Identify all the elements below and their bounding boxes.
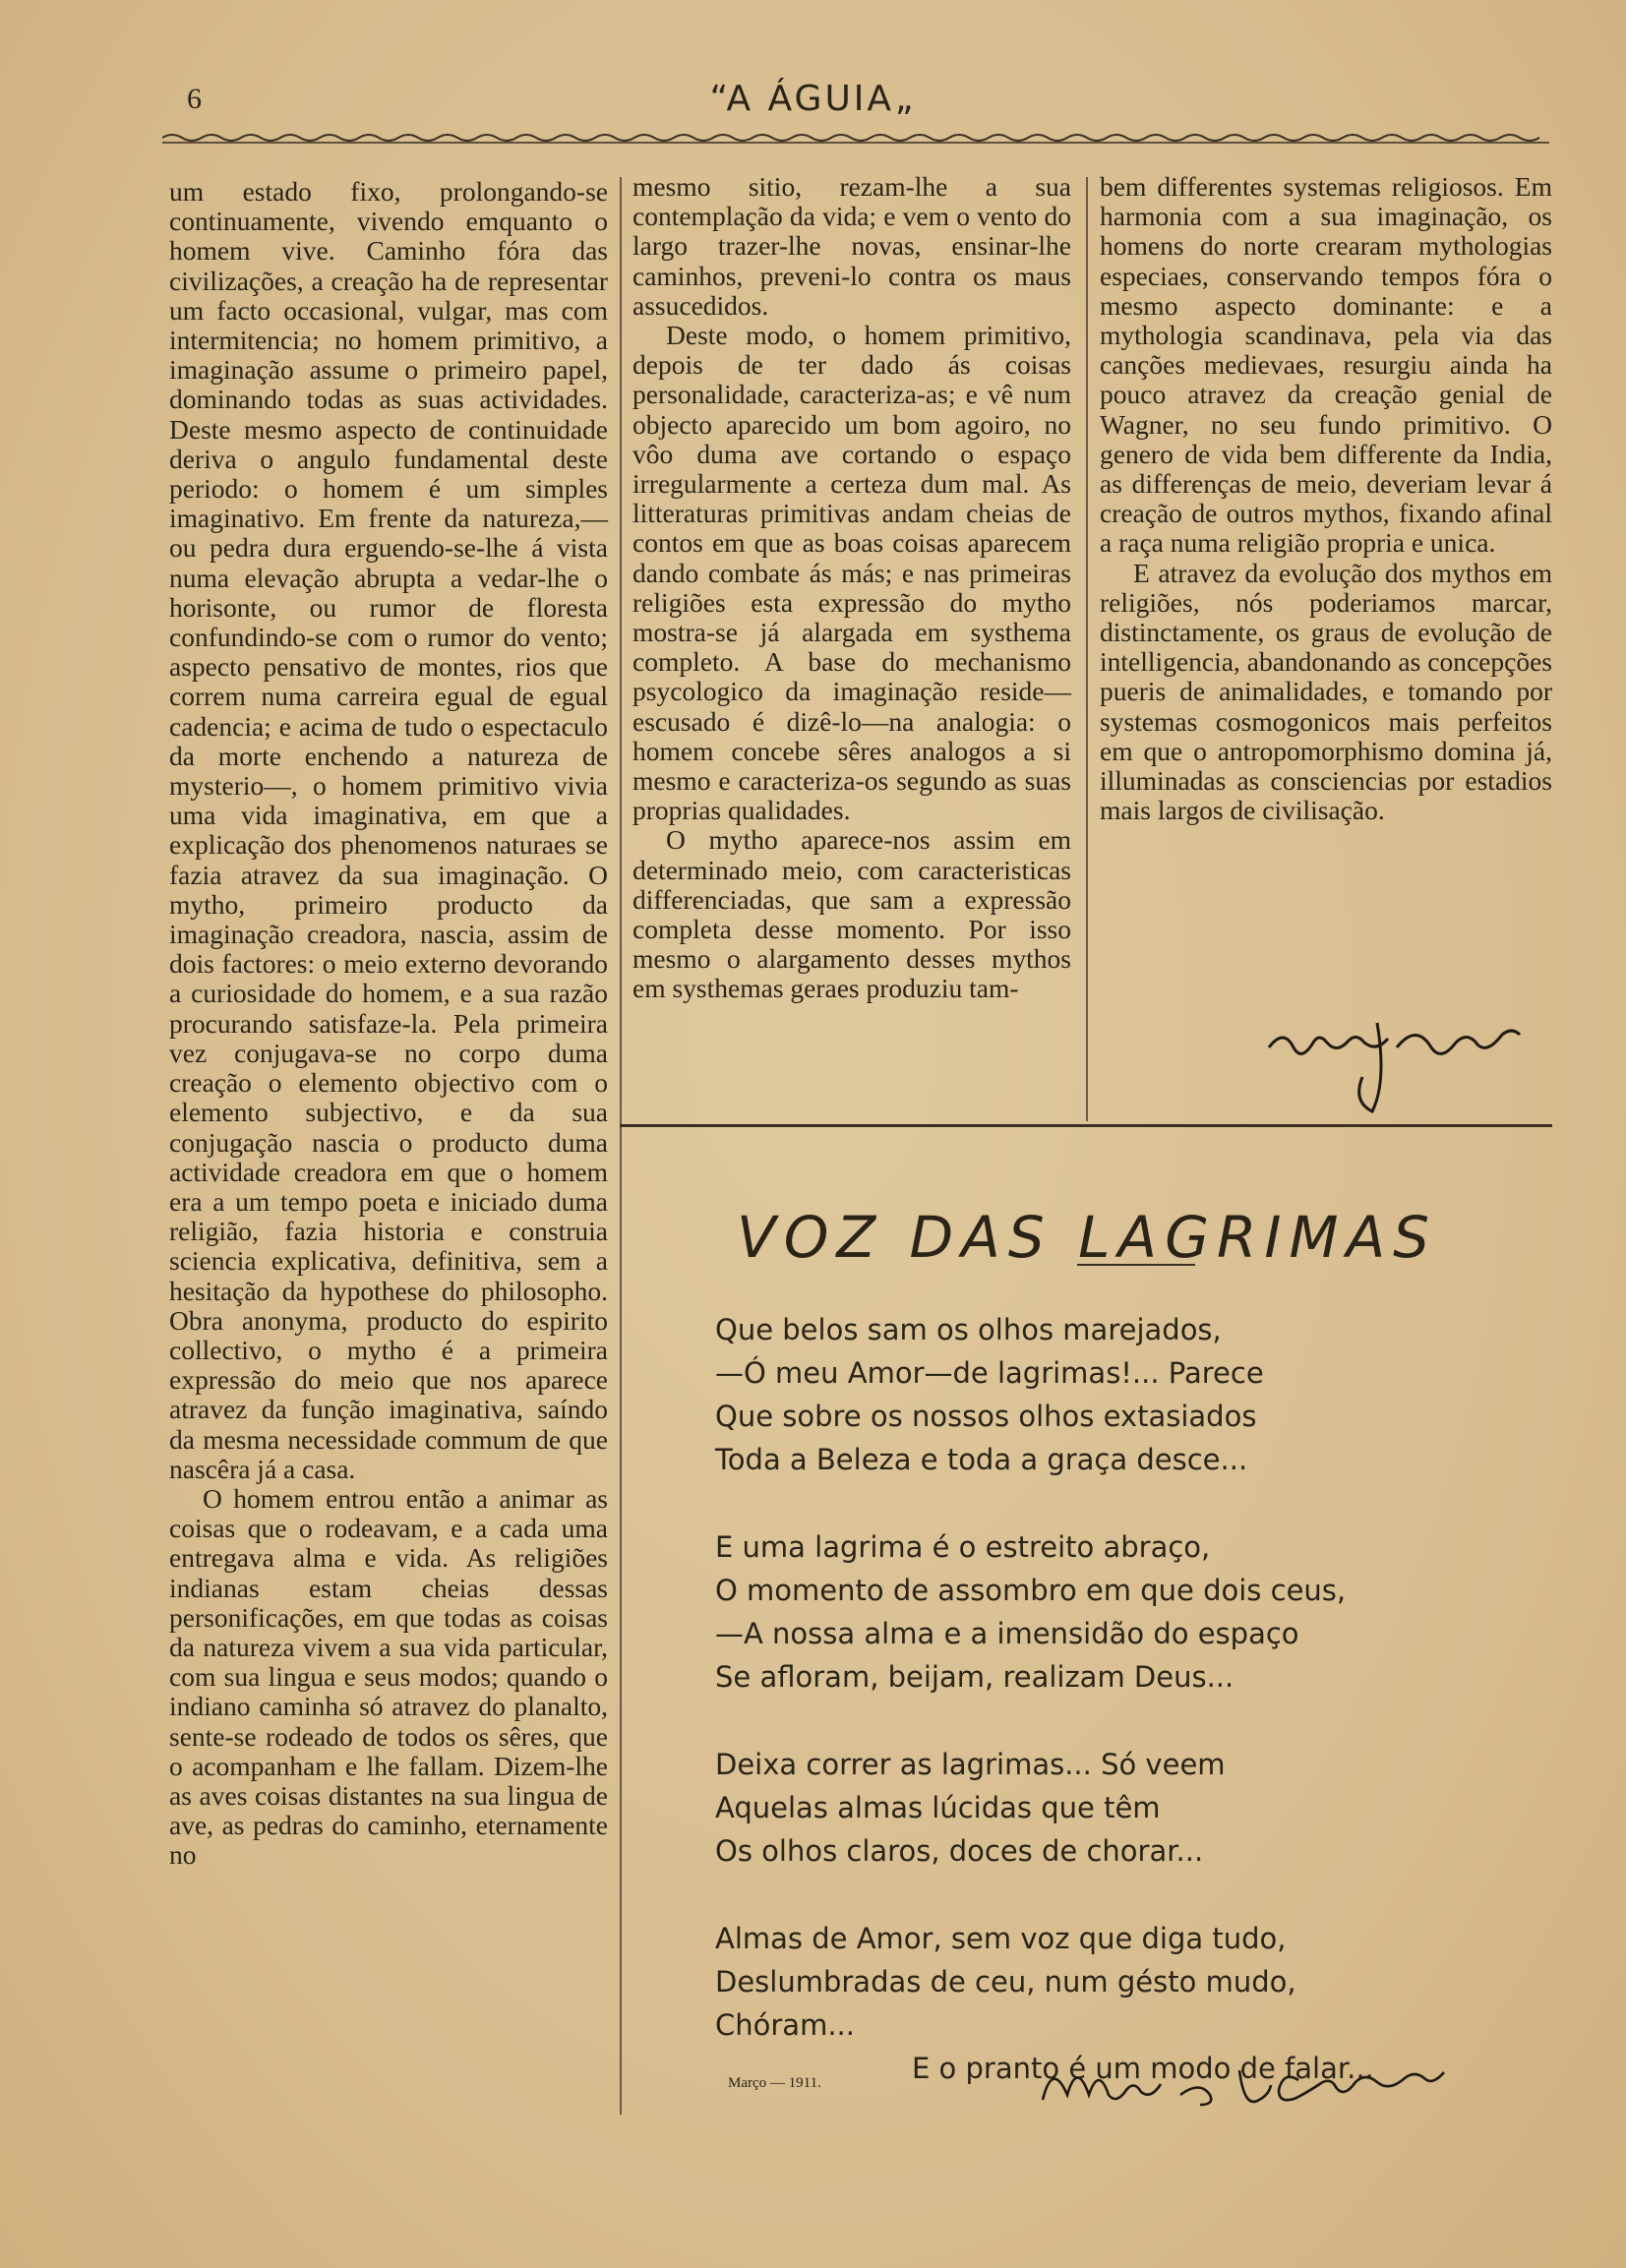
verse-line: Toda a Beleza e toda a graça desce... xyxy=(715,1443,1248,1476)
verse-line: Aquelas almas lúcidas que têm xyxy=(715,1791,1161,1824)
stanza xyxy=(715,1525,1502,1699)
title-underline xyxy=(1077,1264,1195,1266)
verse-line: Chóram... xyxy=(715,2008,855,2042)
paragraph: E atravez da evolução dos mythos em religiões, nós poderiamos marcar, distinctamente, os graus de evolução de intelligencia, abandonando as concepções pueris de animalidades, e tomando por systemas cosmogonicos mais perfeitos em que o antropomorphismo domina já, illuminadas as consciencias por estadios mais largos de civilisação. xyxy=(1100,557,1552,826)
article-column-2 xyxy=(632,172,1071,1004)
running-head: “A ÁGUIA„ xyxy=(709,79,917,119)
stanza xyxy=(715,1308,1502,1481)
verse-line: Deixa correr as lagrimas... Só veem xyxy=(715,1748,1226,1781)
author-signature xyxy=(1259,993,1544,1121)
paragraph: um estado fixo, prolongando-se continuamente, vivendo emquanto o homem vive. Caminho fóra das civilizações, a creação ha de representar um facto occasional, vulgar, mas com intermitencia; no homem primitivo, a imaginação assume o primeiro papel, dominando todas as suas actividades. Deste mesmo aspecto de continuidade deriva o angulo fundamental deste periodo: o homem é um simples imaginativo. Em frente da natureza,—ou pedra dura erguendo-se-lhe á vista numa elevação abrupta a vedar-lhe o horisonte, ou rumor de floresta confundindo-se com o rumor do vento; aspecto pensativo de montes, rios que correm numa carreira egual de egual cadencia; e acima de tudo o espectaculo da morte enchendo a natureza de mysterio—, o homem primitivo vivia uma vida imaginativa, em que a explicação dos phenomenos naturaes se fazia atravez da sua imaginação. O mytho, primeiro producto da imaginação creadora, nascia, assim de dois factores: o meio externo devorando a curiosidade do homem, e a sua razão procurando satisfaze-la. Pela primeira vez conjugava-se no corpo duma creação o elemento objectivo com o elemento subjectivo, e da sua conjugação nascia o producto duma actividade creadora em que o homem era a um tempo poeta e iniciado duma religião, fazia historia e construia sciencia explicativa, definitiva, sem a hesitação da hypothese do philosopho. Obra anonyma, producto do espirito collectivo, o mytho é a primeira expressão do meio que nos aparece atravez da função imaginativa, saíndo da mesma necessidade commum de que nascêra já a casa. xyxy=(169,176,608,1484)
article-column-3 xyxy=(1100,172,1552,825)
poet-signature xyxy=(1033,2041,1525,2129)
column-divider xyxy=(1086,177,1088,1121)
paragraph: Deste modo, o homem primitivo, depois de ter dado ás coisas personalidade, caracteriza-as; e vê num objecto aparecido um bom agoiro, no vôo duma ave cortando o espaço irregularmente a certeza dum mal. As litteraturas primitivas andam cheias de contos em que as boas coisas aparecem dando combate ás más; e nas primeiras religiões esta expressão do mytho mostra-se já alargada em systhema completo. A base do mechanismo psycologico da imaginação reside—escusado é dizê-lo—na analogia: o homem concebe sêres analogos a si mesmo e caracteriza-os segundo as suas proprias qualidades. xyxy=(632,320,1071,826)
poem-body xyxy=(715,1308,1502,2134)
page-number: 6 xyxy=(187,83,202,115)
column-divider xyxy=(620,177,622,2115)
article-column-1 xyxy=(169,177,608,1871)
verse-line: E uma lagrima é o estreito abraço, xyxy=(715,1530,1211,1564)
verse-line: Que sobre os nossos olhos extasiados xyxy=(715,1400,1257,1433)
verse-line: Que belos sam os olhos marejados, xyxy=(715,1313,1222,1346)
verse-line: E o pranto é um modo de falar... xyxy=(912,2052,1374,2085)
verse-line: Deslumbradas de ceu, num gésto mudo, xyxy=(715,1965,1296,1999)
paragraph: O homem entrou então a animar as coisas que o rodeavam, e a cada uma entregava alma e vida. As religiões indianas estam cheias dessas personificações, em que todas as coisas da natureza vivem a sua vida particular, com sua lingua e seus modos; quando o indiano caminha só atravez do planalto, sente-se rodeado de todos os sêres, que o acompanham e lhe fallam. Dizem-lhe as aves coisas distantes na sua lingua de ave, as pedras do caminho, eternamente no xyxy=(169,1482,608,1871)
paragraph: mesmo sitio, rezam-lhe a sua contemplação da vida; e vem o vento do largo trazer-lhe novas, ensinar-lhe caminhos, preveni-lo contra os maus assucedidos. xyxy=(632,171,1071,321)
verse-line: —Ó meu Amor—de lagrimas!... Parece xyxy=(715,1356,1264,1390)
section-divider xyxy=(620,1124,1552,1127)
verse-line: O momento de assombro em que dois ceus, xyxy=(715,1574,1347,1607)
verse-line: —A nossa alma e a imensidão do espaço xyxy=(715,1617,1299,1650)
paragraph: bem differentes systemas religiosos. Em harmonia com a sua imaginação, os homens do norte crearam mythologias especiaes, conservando tempos fóra o mesmo aspecto dominante: e a mythologia scandinava, pela via das canções medievaes, resurgiu ainda ha pouco atravez da creação genial de Wagner, no seu fundo primitivo. O genero de vida bem differente da India, as differenças de meio, deveriam levar á creação de outros mythos, fixando afinal a raça numa religião propria e unica. xyxy=(1100,171,1552,559)
stanza xyxy=(715,1743,1502,1873)
verse-line: Almas de Amor, sem voz que diga tudo, xyxy=(715,1922,1287,1955)
poem-date: Março — 1911. xyxy=(728,2075,821,2091)
verse-line: Os olhos claros, doces de chorar... xyxy=(715,1834,1204,1868)
header-wavy-rule xyxy=(162,130,1549,146)
poem-title: VOZ DAS LAGRIMAS xyxy=(737,1203,1437,1271)
verse-line: Se afloram, beijam, realizam Deus... xyxy=(715,1660,1235,1694)
paragraph: O mytho aparece-nos assim em determinado meio, com caracteristicas differenciadas, que sam a expressão completa desse momento. Por isso mesmo o alargamento desses mythos em systhemas geraes produziu tam- xyxy=(632,824,1071,1004)
